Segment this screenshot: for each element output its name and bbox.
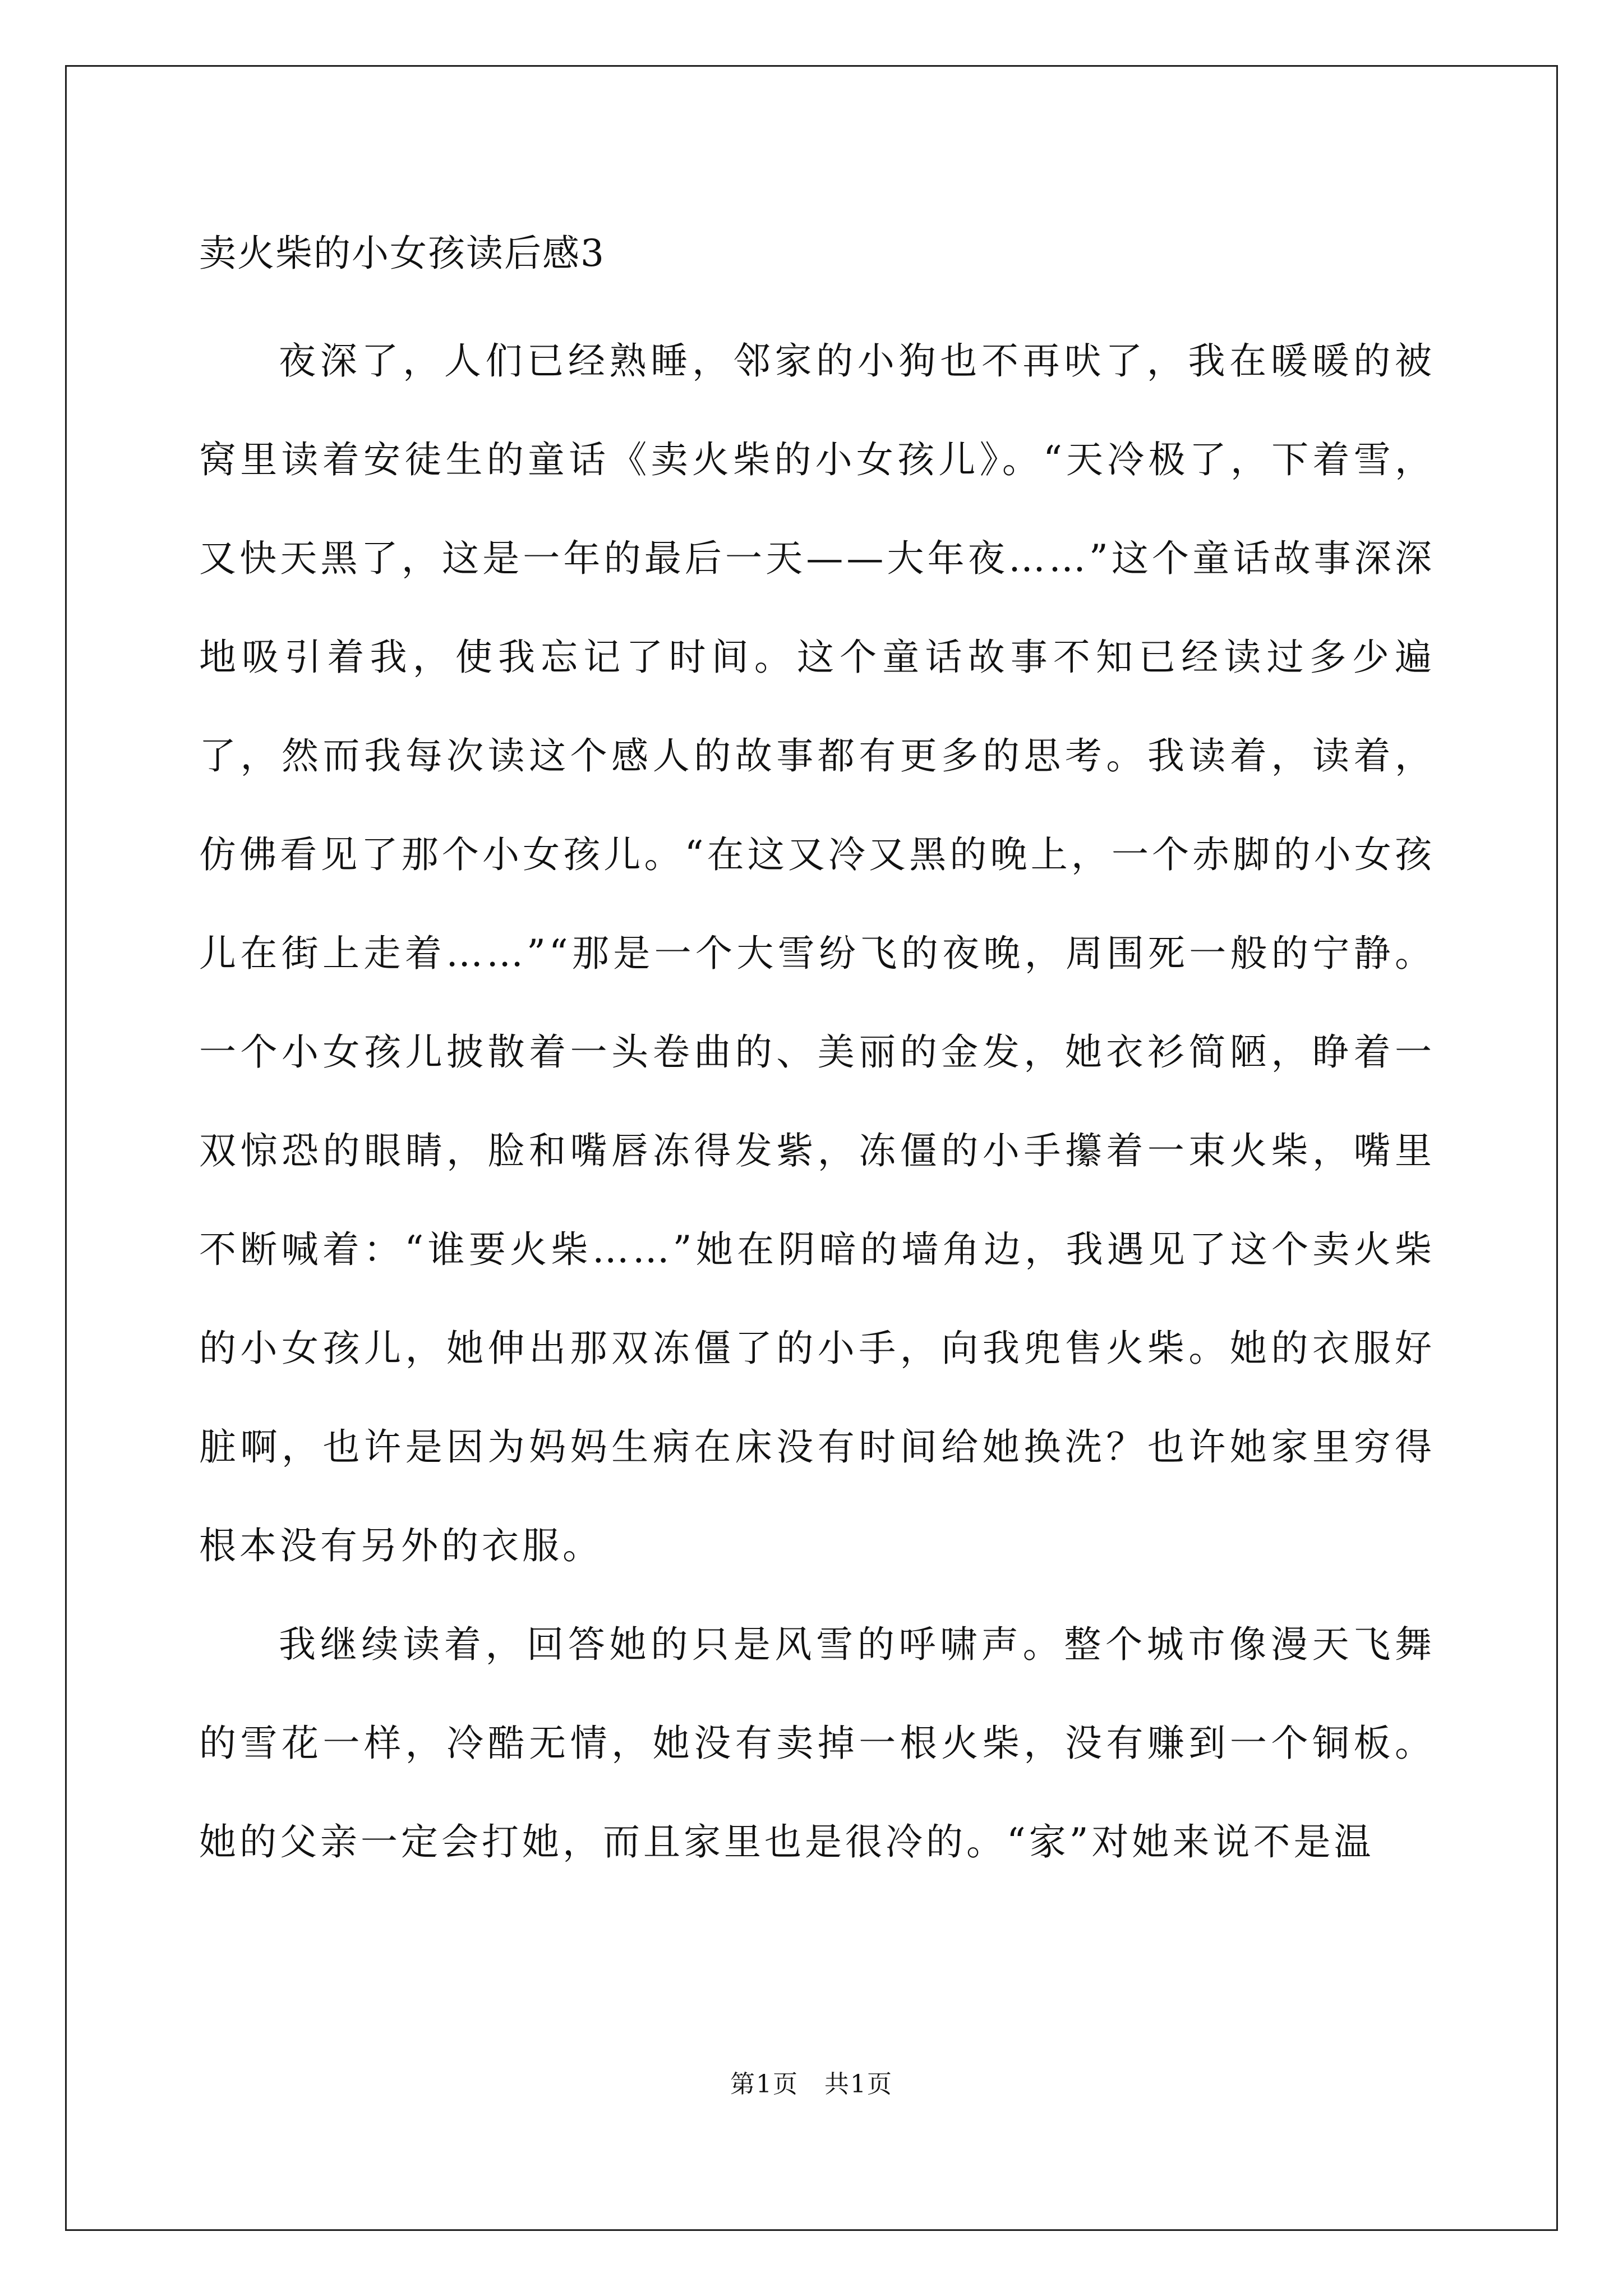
document-title: 卖火柴的小女孩读后感3: [199, 232, 605, 275]
paragraph: 我继续读着，回答她的只是风雪的呼啸声。整个城市像漫天飞舞的雪花一样，冷酷无情，她没有卖掉一根火柴，没有赚到一个铜板。她的父亲一定会打她，而且家里也是很冷的。“家”对她来说不是温: [199, 1623, 1435, 1864]
document-body: [199, 220, 1435, 1892]
paragraph: 夜深了，人们已经熟睡，邻家的小狗也不再吠了，我在暖暖的被窝里读着安徒生的童话《卖火柴的小女孩儿》。“天冷极了，下着雪，又快天黑了，这是一年的最后一天——大年夜……”这个童话故事深深地吸引着我，使我忘记了时间。这个童话故事不知已经读过多少遍了，然而我每次读这个感人的故事都有更多的思考。我读着，读着，仿佛看见了那个小女孩儿。“在这又冷又黑的晚上，一个赤脚的小女孩儿在街上走着……”“那是一个大雪纷飞的夜晚，周围死一般的宁静。一个小女孩儿披散着一头卷曲的、美丽的金发，她衣衫简陋，睁着一双惊恐的眼睛，脸和嘴唇冻得发紫，冻僵的小手攥着一束火柴，嘴里不断喊着：“谁要火柴……”她在阴暗的墙角边，我遇见了这个卖火柴的小女孩儿，她伸出那双冻僵了的小手，向我兜售火柴。她的衣服好脏啊，也许是因为妈妈生病在床没有时间给她换洗？也许她家里穷得根本没有另外的衣服。: [199, 339, 1435, 1567]
page-footer: 第1页 共1页: [730, 2070, 893, 2099]
